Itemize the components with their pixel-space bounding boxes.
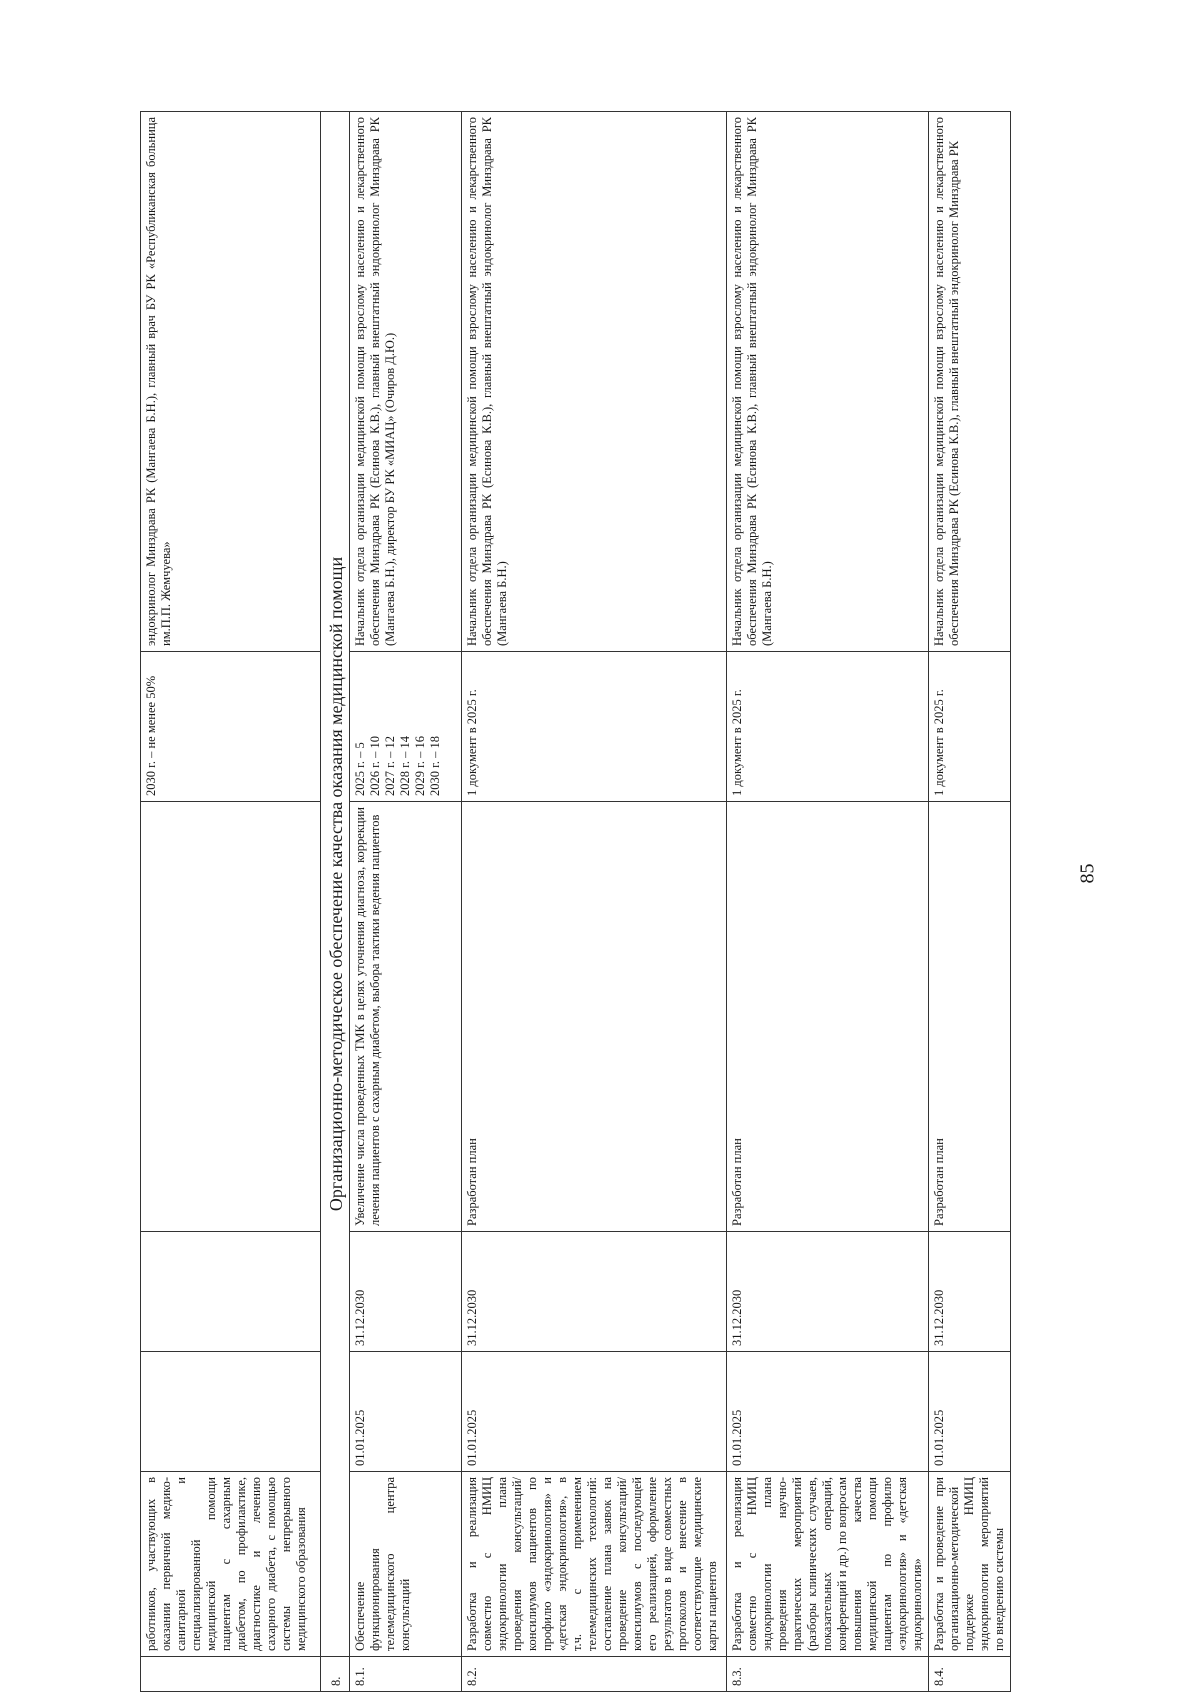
result-cell: Разработан план: [929, 802, 1011, 1232]
start-date-cell: [141, 1352, 321, 1472]
responsible-cell: Начальник отдела организации медицинской помощи взрослому населению и лекарственного обеспечения Минздрава РК (Есинова К.В.), главный внештатный эндокринолог Минздрава РК (Мангаева Б.Н.): [727, 112, 929, 652]
event-cell: Обеспечение функционирования телемедицинского центра консультаций: [350, 1472, 462, 1657]
table-row: [727, 112, 929, 1692]
indicator-cell: 1 документ в 2025 г.: [462, 652, 727, 802]
event-cell: Разработка и проведение при организационно-методической поддержке НМИЦ эндокринологии мероприятий по внедрению системы: [929, 1472, 1011, 1657]
indicator-line: 2029 г. – 16: [413, 736, 427, 796]
result-cell: Увеличение числа проведенных ТМК в целях уточнения диагноза, коррекции лечения пациентов с сахарным диабетом, выбора тактики ведения пациентов: [350, 802, 462, 1232]
indicator-line: 2027 г. – 12: [383, 736, 397, 796]
result-cell: Разработан план: [462, 802, 727, 1232]
responsible-cell: Начальник отдела организации медицинской помощи взрослому населению и лекарственного обеспечения Минздрава РК (Есинова К.В.), главный внештатный эндокринолог Минздрава РК: [929, 112, 1011, 652]
row-number-cell: 8.3.: [727, 1657, 929, 1692]
end-date-cell: 31.12.2030: [929, 1232, 1011, 1352]
table-row: [350, 112, 462, 1692]
event-cell: Разработка и реализация совместно с НМИЦ эндокринологии плана проведения консультаций/консилиумов пациентов по профилю «эндокринология» и «детская эндокринология», в т.ч. с применением телемедицинских технологий: составление плана заявок на проведение консультаций/консилиумов с последующей его реализацией, оформление результатов в виде совместных протоколов и внесение в соответствующие медицинские карты пациентов: [462, 1472, 727, 1657]
start-date-cell: 01.01.2025: [727, 1352, 929, 1472]
result-cell: [141, 802, 321, 1232]
indicator-line: 2030 г. – 18: [428, 736, 442, 796]
responsible-cell: Начальник отдела организации медицинской помощи взрослому населению и лекарственного обеспечения Минздрава РК (Есинова К.В.), главный внештатный эндокринолог Минздрава РК (Мангаева Б.Н.), директор БУ РК «МИАЦ» (Очиров Д.Ю.): [350, 112, 462, 652]
table-row: [929, 112, 1011, 1692]
plan-table: [140, 111, 1011, 1692]
indicator-cell: [350, 652, 462, 802]
section-title: Организационно-методическое обеспечение качества оказания медицинской помощи: [321, 112, 350, 1657]
row-number-cell: 8.4.: [929, 1657, 1011, 1692]
indicator-cell: 1 документ в 2025 г.: [727, 652, 929, 802]
end-date-cell: 31.12.2030: [350, 1232, 462, 1352]
event-cell: Разработка и реализация совместно с НМИЦ эндокринологии плана проведения научно-практических мероприятий (разборы клинических случаев, показательных операций, конференций и др.) по вопросам повышения качества медицинской помощи пациентам по профилю «эндокринология» и «детская эндокринология»: [727, 1472, 929, 1657]
section-header-row: [321, 112, 350, 1692]
end-date-cell: 31.12.2030: [727, 1232, 929, 1352]
row-number-cell: [141, 1657, 321, 1692]
indicator-cell: 2030 г. – не менее 50%: [141, 652, 321, 802]
responsible-cell: эндокринолог Минздрава РК (Мангаева Б.Н.), главный врач БУ РК «Республиканская больница им.П.П. Жемчуева»: [141, 112, 321, 652]
event-cell: работников, участвующих в оказании первичной медико-санитарной и специализированной медицинской помощи пациентам с сахарным диабетом, по профилактике, диагностике и лечению сахарного диабета, с помощью системы непрерывного медицинского образования: [141, 1472, 321, 1657]
start-date-cell: 01.01.2025: [350, 1352, 462, 1472]
end-date-cell: 31.12.2030: [462, 1232, 727, 1352]
indicator-line: 2028 г. – 14: [398, 736, 412, 796]
indicator-cell: 1 документ в 2025 г.: [929, 652, 1011, 802]
row-number-cell: 8.2.: [462, 1657, 727, 1692]
result-cell: Разработан план: [727, 802, 929, 1232]
start-date-cell: 01.01.2025: [462, 1352, 727, 1472]
end-date-cell: [141, 1232, 321, 1352]
table-row: [462, 112, 727, 1692]
plan-table-rotated: [140, 112, 1080, 1692]
indicator-line: 2025 г. – 5: [353, 742, 367, 796]
row-number-cell: 8.1.: [350, 1657, 462, 1692]
responsible-cell: Начальник отдела организации медицинской помощи взрослому населению и лекарственного обеспечения Минздрава РК (Есинова К.В.), главный внештатный эндокринолог Минздрава РК (Мангаева Б.Н.): [462, 112, 727, 652]
start-date-cell: 01.01.2025: [929, 1352, 1011, 1472]
page-number: 85: [1076, 863, 1099, 884]
indicator-line: 2026 г. – 10: [368, 736, 382, 796]
table-row-continued: [141, 112, 321, 1692]
section-number: 8.: [321, 1657, 350, 1692]
